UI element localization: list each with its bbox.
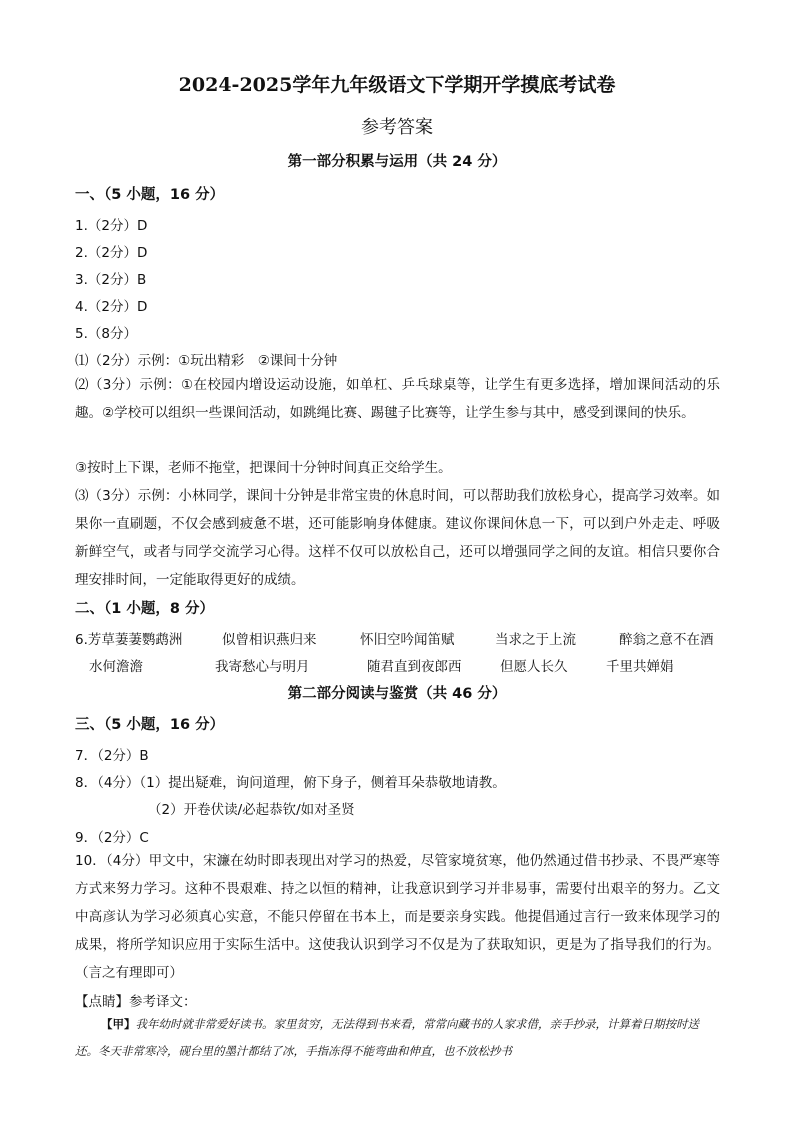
translation-paragraph: [75, 1011, 720, 1065]
answer-q10: 10．（4分）甲文中，宋濂在幼时即表现出对学习的热爱，尽管家境贫寒，他仍然通过借书抄录、不畏严寒等方式来努力学习。这种不畏艰难、持之以恒的精神，让我意识到学习并非易事，需要付出艰辛的努力。乙文中高彦认为学习必须真心实意，不能只停留在书本上，而是要亲身实践。他提倡通过言行一致来体现学习的成果，将所学知识应用于实际生活中。这使我认识到学习不仅是为了获取知识，更是为了指导我们的行为。（言之有理即可）: [75, 853, 720, 981]
poem-line: 似曾相识燕归来: [222, 632, 317, 648]
poem-line: 随君直到夜郎西: [367, 659, 462, 675]
part1-heading: 第一部分积累与运用（共 24 分）: [287, 154, 507, 170]
answer-q5: 5.（8分）: [75, 326, 137, 342]
poem-line: 6.芳草萋萋鹦鹉洲: [75, 632, 183, 648]
answer-q7: 7．（2分）B: [75, 748, 149, 764]
poem-line: 但愿人长久: [500, 659, 568, 675]
answer-q5-3: ⑶（3分）示例：小林同学，课间十分钟是非常宝贵的休息时间，可以帮助我们放松身心，提高学习效率。如果你一直刷题，不仅会感到疲惫不堪，还可能影响身体健康。建议你课间休息一下，可以到户外走走、呼吸新鲜空气，或者与同学交流学习心得。这样不仅可以放松自己，还可以增强同学之间的友谊。相信只要你合理安排时间，一定能取得更好的成绩。: [75, 488, 720, 588]
poem-line: 当求之于上流: [495, 632, 576, 648]
answer-q2: 2.（2分）D: [75, 245, 148, 261]
poem-line: 千里共婵娟: [606, 659, 674, 675]
poem-line: 水何澹澹: [89, 659, 143, 675]
answer-q5-1: ⑴（2分）示例：①玩出精彩 ②课间十分钟: [75, 353, 338, 369]
document-subtitle: 参考答案: [361, 117, 433, 138]
document-title: 2024-2025学年九年级语文下学期开学摸底考试卷: [178, 74, 616, 96]
section1-heading: 一、（5 小题，16 分）: [75, 187, 225, 203]
answer-q8-2: （2）开卷伏读/必起恭钦/如对圣贤: [148, 802, 355, 818]
answer-q8-1: 8．（4分）（1）提出疑难，询问道理，俯下身子，侧着耳朵恭敬地请教。: [75, 775, 506, 791]
answer-q5-2-extra: ③按时上下课，老师不拖堂，把课间十分钟时间真正交给学生。: [75, 460, 452, 476]
answer-q9: 9．（2分）C: [75, 830, 149, 846]
answer-q4: 4.（2分）D: [75, 299, 148, 315]
section3-heading: 三、（5 小题，16 分）: [75, 717, 225, 733]
answer-q1: 1.（2分）D: [75, 218, 148, 234]
translation-text: 我年幼时就非常爱好读书。家里贫穷，无法得到书来看，常常向藏书的人家求借，亲手抄录，计算着日期按时送还。冬天非常寒冷，砚台里的墨汁都结了冰，手指冻得不能弯曲和伸直，也不放松抄书: [75, 1017, 699, 1058]
note-label: 【点睛】参考译文：: [75, 994, 197, 1010]
translation-label: 【甲】: [101, 1017, 136, 1031]
section2-heading: 二、（1 小题，8 分）: [75, 601, 215, 617]
answer-q5-2: ⑵（3分）示例：①在校园内增设运动设施，如单杠、乒乓球桌等，让学生有更多选择，增加课间活动的乐趣。②学校可以组织一些课间活动，如跳绳比赛、踢毽子比赛等，让学生参与其中，感受到课间的快乐。: [75, 377, 720, 421]
part2-heading: 第二部分阅读与鉴赏（共 46 分）: [287, 686, 507, 702]
poem-line: 醉翁之意不在酒: [619, 632, 714, 648]
poem-line: 怀旧空吟闻笛赋: [360, 632, 455, 648]
answer-q3: 3.（2分）B: [75, 272, 147, 288]
poem-line: 我寄愁心与明月: [215, 659, 310, 675]
